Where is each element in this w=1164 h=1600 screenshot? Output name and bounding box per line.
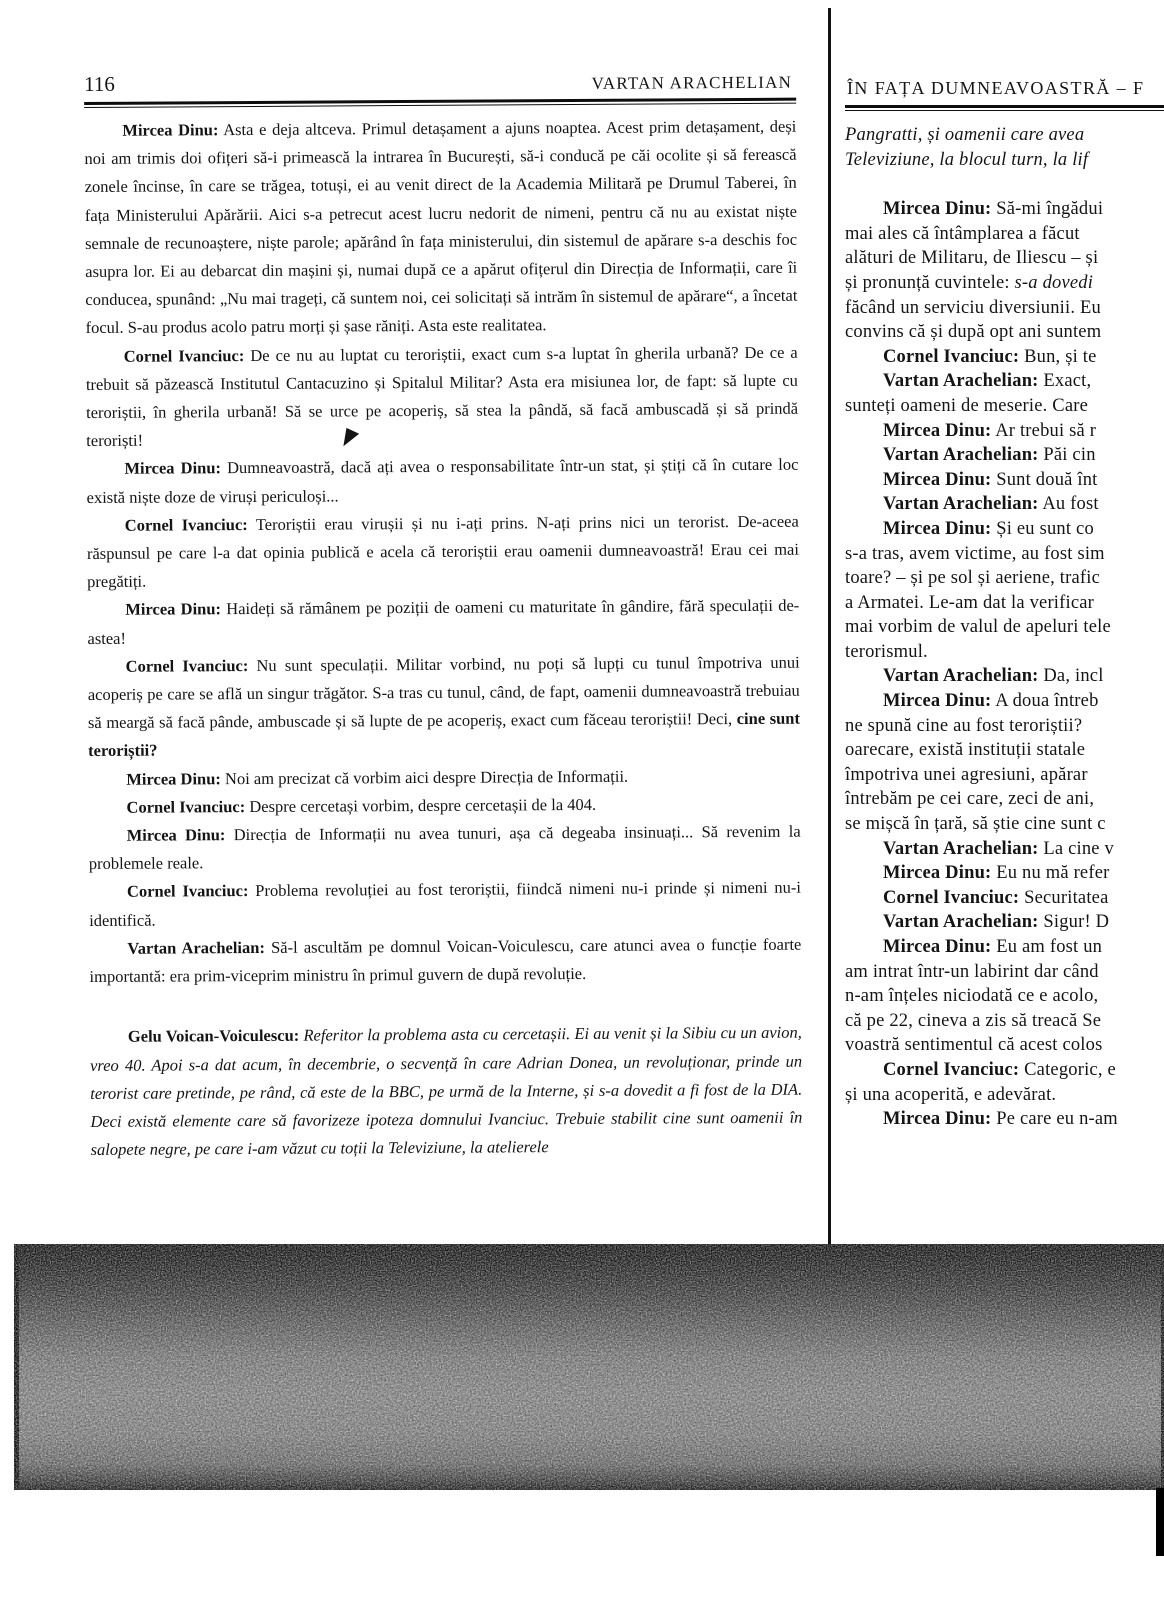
scan-edge-mark — [1156, 1488, 1164, 1556]
dialogue-line — [845, 640, 1164, 665]
text-segment: Vartan Arachelian: — [883, 494, 1039, 515]
text-segment: Mircea Dinu: — [125, 599, 222, 620]
text-segment: cine sunt teroriștii? — [88, 708, 801, 761]
dialogue-line — [845, 615, 1164, 640]
text-segment: Vartan Arachelian: — [883, 445, 1039, 466]
text-segment: Direcția de Informații nu avea tunuri, așa că degeaba insinuați... Să revenim la problemele reale. — [88, 821, 801, 874]
dialogue-line — [845, 197, 1164, 222]
right-page — [845, 72, 1164, 1132]
text-segment: Problema revoluției au fost teroriștii, fiindcă nimeni nu-i prinde și nimeni nu-i identifică. — [89, 878, 802, 930]
text-segment: Cornel Ivanciuc: — [126, 796, 246, 817]
text-segment: Mircea Dinu: — [883, 518, 992, 539]
paragraph — [89, 818, 801, 879]
dialogue-line — [845, 468, 1164, 493]
text-segment: Vartan Arachelian: — [883, 666, 1039, 687]
page-number: 116 — [84, 71, 115, 96]
left-page-body — [84, 113, 802, 1165]
paragraph — [89, 931, 801, 992]
dialogue-line — [845, 763, 1164, 788]
running-header-left: VARTAN ARACHELIAN — [591, 72, 793, 93]
text-segment: Cornel Ivanciuc: — [123, 345, 245, 366]
text-segment: n-am înțeles niciodată ce e acolo, — [845, 986, 1099, 1007]
dialogue-line — [845, 246, 1164, 271]
text-segment: Vartan Arachelian: — [883, 912, 1039, 933]
dialogue-line — [845, 960, 1164, 985]
book-gutter-line — [828, 8, 831, 1244]
scan-noise-dark-layer — [14, 1244, 1164, 1490]
dialogue-line — [845, 443, 1164, 468]
paragraph — [88, 761, 800, 794]
text-segment: mai ales că întâmplarea a făcut — [845, 223, 1080, 244]
text-segment: a Armatei. Le-am dat la verificar — [845, 592, 1095, 613]
text-segment: făcând un serviciu diversiunii. Eu — [845, 297, 1101, 318]
dialogue-line — [845, 394, 1164, 419]
dialogue-line — [845, 517, 1164, 542]
text-segment: că pe 22, cineva a zis să treacă Se — [845, 1010, 1102, 1031]
paragraph — [86, 451, 798, 512]
text-segment: Cornel Ivanciuc: — [125, 655, 249, 676]
text-segment: s-a dovedi — [1014, 272, 1094, 293]
text-segment: mai vorbim de valul de apeluri tele — [845, 617, 1111, 638]
text-segment: sunteți oameni de meserie. Care — [845, 395, 1089, 416]
text-segment: Au fost — [1038, 494, 1099, 515]
header-rule-right — [845, 105, 1164, 111]
text-segment: am intrat într-un labirint dar când — [845, 961, 1099, 982]
text-segment: Securitatea — [1019, 887, 1109, 908]
text-segment: ne spună cine au fost teroriștii? — [845, 715, 1083, 736]
text-segment: Mircea Dinu: — [883, 937, 992, 957]
dialogue-line — [845, 419, 1164, 444]
dialogue-line — [845, 664, 1164, 689]
text-segment: Bun, și te — [1019, 346, 1097, 367]
text-segment: și pronunță cuvintele: — [845, 272, 1015, 293]
dialogue-line — [845, 1058, 1164, 1083]
paragraph — [84, 113, 797, 343]
text-segment: Gelu Voican-Voiculescu: — [127, 1026, 300, 1047]
paragraph — [87, 507, 800, 596]
text-segment: Mircea Dinu: — [883, 863, 992, 884]
text-segment: Cornel Ivanciuc: — [883, 346, 1020, 367]
text-segment: Cornel Ivanciuc: — [883, 887, 1020, 908]
text-segment: Mircea Dinu: — [883, 1109, 992, 1130]
right-page-body — [845, 123, 1164, 1132]
dialogue-line — [845, 861, 1164, 886]
dialogue-line — [845, 222, 1164, 247]
text-segment: Mircea Dinu: — [883, 691, 992, 712]
text-segment: Vartan Arachelian: — [127, 937, 265, 958]
text-segment: Exact, — [1038, 371, 1092, 392]
dialogue-line — [845, 591, 1164, 616]
text-segment: Și eu sunt co — [991, 518, 1094, 539]
text-segment: Sunt două înt — [991, 469, 1098, 490]
dialogue-line — [845, 1107, 1164, 1132]
text-segment: Cornel Ivanciuc: — [124, 514, 248, 535]
dialogue-line — [845, 886, 1164, 911]
text-segment: Categoric, e — [1019, 1059, 1116, 1080]
dialogue-line — [845, 271, 1164, 296]
paragraph — [87, 592, 799, 653]
text-segment: A doua întreb — [991, 691, 1099, 712]
dialogue-line — [845, 812, 1164, 837]
text-segment: Televiziune, la blocul turn, la lif — [845, 149, 1089, 170]
text-segment: Mircea Dinu: — [883, 420, 992, 441]
dialogue-line — [845, 345, 1164, 370]
dialogue-line — [845, 787, 1164, 812]
text-segment: De ce nu au luptat cu teroriștii, exact cum s-a luptat în gherila urbană? De ce a trebuit să păzească Institutul Cantacuzino și Spitalul Militar? Asta era misiunea lor, de fapt: să lupte cu teroriștii, în gherila urbană! Să se urce pe acoperiș, să stea la pândă, să facă ambuscadă și să prindă teroriști! — [85, 342, 799, 451]
left-page — [84, 68, 803, 1165]
dialogue-line — [845, 837, 1164, 862]
paragraph — [90, 1019, 803, 1164]
running-header-right: ÎN FAȚA DUMNEAVOASTRĂ – F — [847, 78, 1145, 98]
text-segment: alături de Militaru, de Iliescu – și — [845, 248, 1099, 269]
text-segment: împotriva unei agresiuni, apărar — [845, 764, 1088, 785]
text-segment: Păi cin — [1038, 445, 1096, 466]
left-page-header — [84, 68, 796, 102]
dialogue-line — [845, 689, 1164, 714]
text-segment: s-a tras, avem victime, au fost sim — [845, 543, 1105, 564]
dialogue-line — [845, 542, 1164, 567]
scan-noise-band — [14, 1244, 1164, 1490]
text-segment: Vartan Arachelian: — [883, 838, 1039, 859]
text-segment: voastră sentimentul că acest colos — [845, 1035, 1103, 1056]
text-segment: Pangratti, și oamenii care avea — [845, 125, 1085, 145]
text-segment: Nu sunt speculații. Militar vorbind, nu poți să lupți cu tunul împotriva unui acoperiș pe care se află un singur trăgător. S-a tras cu tunul, când, de fapt, oamenii dumneavoastră trebuiau să meargă să facă pânde, ambuscade și să lupte de pe acoperiș, exact cum făceau teroriștii! Deci, — [87, 652, 800, 733]
paragraph — [88, 790, 800, 823]
text-segment: Mircea Dinu: — [883, 469, 992, 490]
paragraph — [89, 874, 801, 935]
dialogue-line — [845, 123, 1164, 148]
dialogue-line — [845, 738, 1164, 763]
text-segment: întrebăm pe cei care, zeci de ani, — [845, 789, 1095, 810]
dialogue-line — [845, 935, 1164, 960]
text-segment: terorismul. — [845, 641, 928, 662]
text-segment: Eu am fost un — [991, 937, 1103, 957]
text-segment: Eu nu mă refer — [991, 863, 1110, 884]
dialogue-line — [845, 296, 1164, 321]
dialogue-line — [845, 566, 1164, 591]
text-segment: Despre cercetași vorbim, despre cercetașii de la 404. — [245, 794, 597, 816]
text-segment: Referitor la problema asta cu cercetașii. Ei au venit și la Sibiu cu un avion, vreo 40. Apoi s-a dat acum, în decembrie, o secvență în care Adrian Donea, un revoluționar, prinde un terorist care pretinde, pe rând, că este de la BBC, pe urmă de la Interne, și s-a dovedit a fi fost de la DIA. Deci există elemente care să favorizeze ipoteza domnului Ivanciuc. Trebuie stabilit cine sunt oamenii în salopete negre, pe care i-am văzut cu toții la Televiziune, la atelierele — [90, 1022, 803, 1160]
paragraph — [88, 648, 801, 765]
text-segment: Cornel Ivanciuc: — [883, 1059, 1020, 1080]
dialogue-line — [845, 1009, 1164, 1034]
text-segment: toare? – și pe sol și aeriene, trafic — [845, 568, 1100, 589]
dialogue-line — [845, 714, 1164, 739]
text-segment: se mișcă în țară, să știe cine sunt c — [845, 814, 1106, 835]
text-segment: Mircea Dinu: — [883, 199, 992, 220]
text-segment: Da, incl — [1038, 666, 1104, 687]
text-segment: Mircea Dinu: — [122, 120, 219, 140]
dialogue-line — [845, 1083, 1164, 1108]
text-segment: Haideți să rămânem pe poziții de oameni cu maturitate în gândire, fără speculații de-astea! — [87, 596, 800, 648]
dialogue-line — [845, 148, 1164, 173]
dialogue-line — [845, 492, 1164, 517]
text-segment: Noi am precizat că vorbim aici despre Direcția de Informații. — [220, 766, 629, 788]
text-segment: Mircea Dinu: — [126, 825, 226, 845]
text-segment: Sigur! D — [1038, 912, 1110, 933]
dialogue-line — [845, 1033, 1164, 1058]
text-segment: Teroriștii erau virușii și nu i-ați prins. N-ați prins nici un terorist. De-aceea răspunsul pe care l-a dat opinia publică e acela că teroriștii erau oamenii dumneavoastră! Erau cei mai pregătiți. — [86, 511, 799, 592]
text-segment: oarecare, există instituții statale — [845, 740, 1086, 761]
dialogue-line — [845, 369, 1164, 394]
paragraph — [86, 338, 799, 455]
text-segment: Mircea Dinu: — [126, 768, 221, 789]
text-segment: Ar trebui să r — [991, 420, 1097, 441]
text-segment: Asta e deja altceva. Primul detașament a ajuns noaptea. Acest prim detașament, deși noi am trimis doi ofițeri să-i primească la intrarea în București, să-i conducă pe căi ocolite și să ferească zonele încinse, în care se trăgea, totuși, ei au venit direct de la Academia Militară pe Drumul Taberei, în fața Ministerului Apărării. Aici s-a petrecut acest lucru nedorit de nimeni, pentru că nu au existat niște semnale de recunoaștere, niște parole; apărând în fața ministerului, din sistemul de apărare s-a deschis foc asupra lor. Ei au debarcat din mașini și, numai după ce a apărut ofițerul din Direcția de Informații, care îi conducea, spunând: „Nu mai trageți, că suntem noi, cei solicitați să intrăm în sistemul de apărare“, a încetat focul. S-au produs acolo patru morți și șase răniți. Asta este realitatea. — [84, 116, 798, 338]
dialogue-line — [845, 320, 1164, 345]
dialogue-line — [845, 910, 1164, 935]
text-segment: Dumneavoastră, dacă ați avea o responsabilitate într-un stat, și știți că în cutare loc există niște doze de viruși periculoși... — [86, 455, 799, 507]
text-segment: Să-l ascultăm pe domnul Voican-Voiculescu, care atunci avea o funcție foarte importantă: era prim-viceprim ministru în primul guvern de după revoluție. — [89, 934, 802, 987]
text-segment: Cornel Ivanciuc: — [126, 881, 249, 902]
text-segment: La cine v — [1038, 838, 1114, 859]
text-segment: și una acoperită, e adevărat. — [845, 1084, 1057, 1105]
text-segment: Mircea Dinu: — [124, 458, 222, 479]
text-segment: convins că și după opt ani suntem — [845, 322, 1102, 343]
text-segment: Vartan Arachelian: — [883, 371, 1039, 392]
text-segment: Pe care eu n-am — [991, 1109, 1118, 1130]
dialogue-line — [845, 984, 1164, 1009]
text-segment: Să-mi îngădui — [991, 199, 1104, 220]
